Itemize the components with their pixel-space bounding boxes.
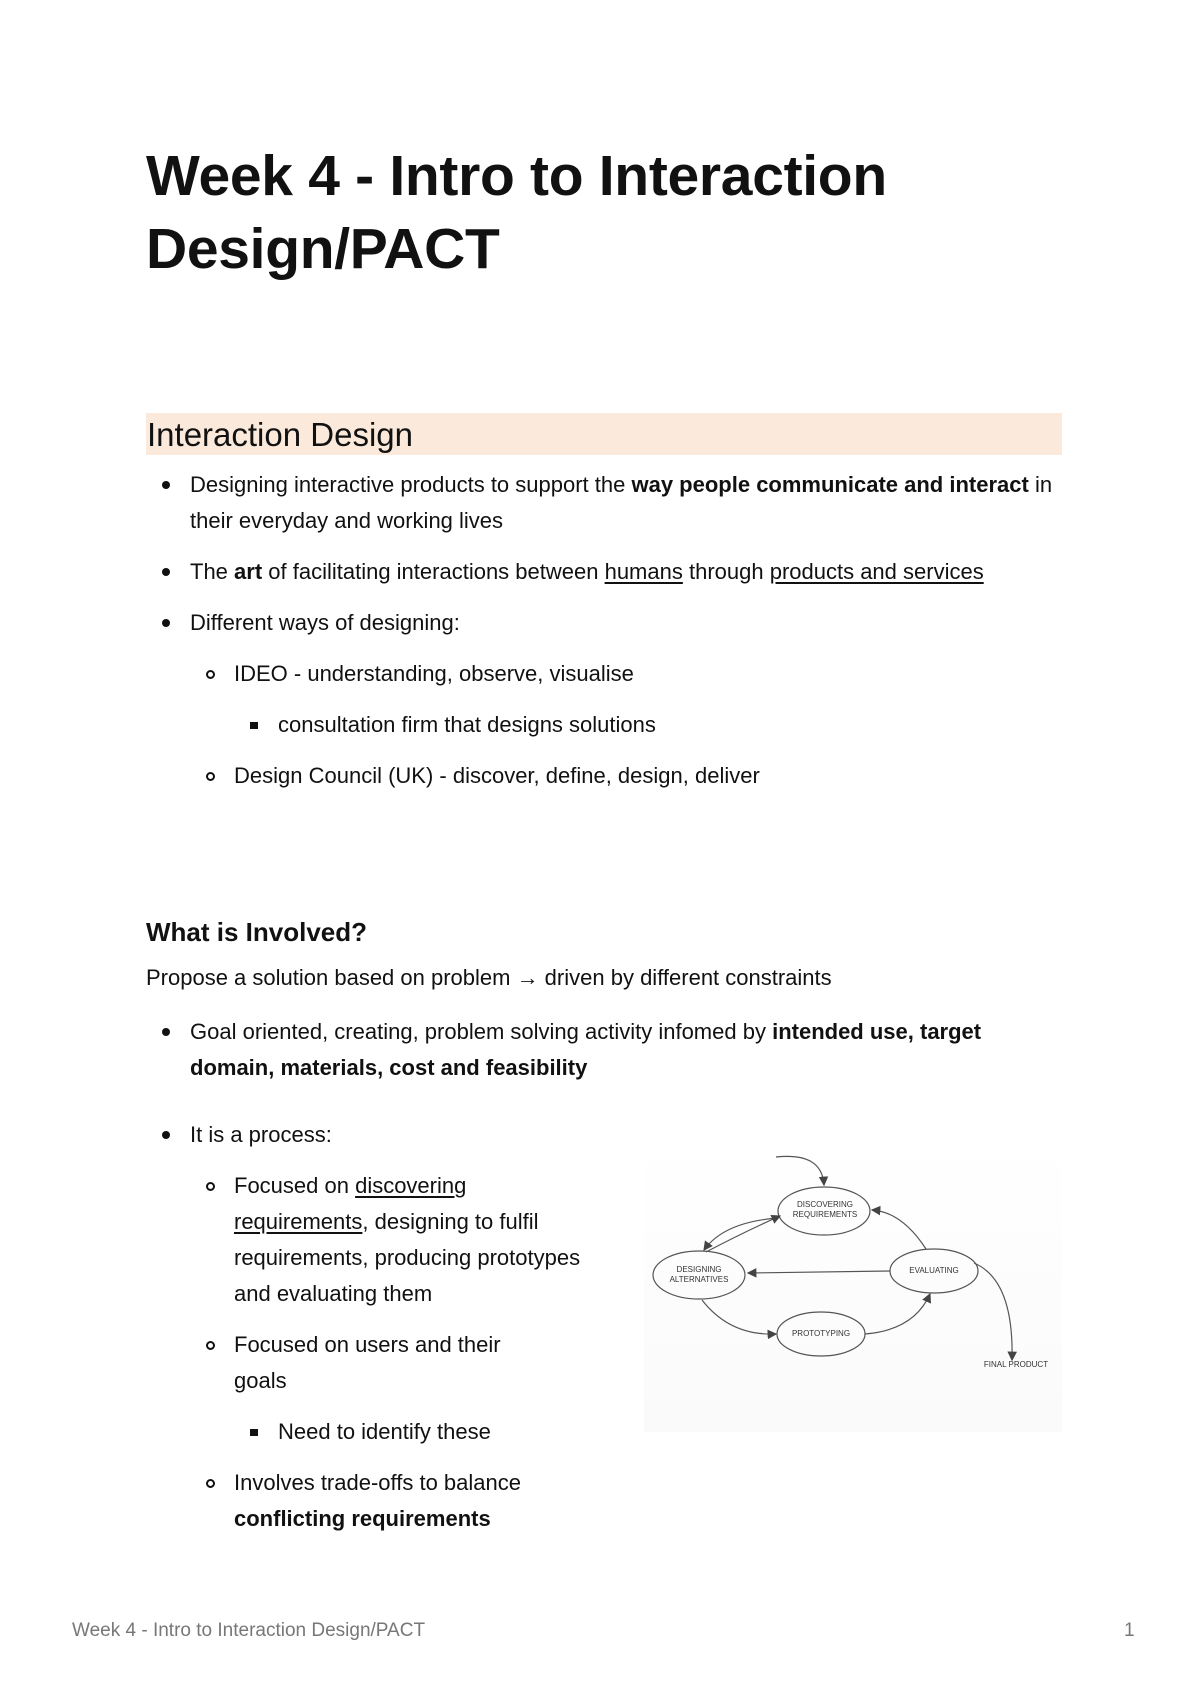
arrow-designing-to-discovering bbox=[706, 1216, 780, 1252]
list-item bbox=[146, 1117, 606, 1153]
final-product-label: FINAL PRODUCT bbox=[983, 1360, 1049, 1369]
node-evaluating-label: EVALUATING bbox=[909, 1266, 959, 1275]
footer-title: Week 4 - Intro to Interaction Design/PACT bbox=[72, 1620, 426, 1641]
page-title: Week 4 - Intro to Interaction Design/PACT bbox=[146, 144, 887, 281]
underlined-text: products and services bbox=[769, 559, 984, 584]
process-list bbox=[146, 1117, 606, 1552]
list-item bbox=[146, 656, 1062, 692]
node-designing-label: DESIGNING ALTERNATIVES bbox=[669, 1265, 729, 1284]
list-item bbox=[146, 605, 1062, 641]
section-heading-interaction-design: Interaction Design bbox=[146, 413, 1062, 455]
list-item-text: , designing to fulfil requirements, producing prototypes and evaluating them bbox=[234, 1209, 581, 1306]
list-item bbox=[146, 1414, 606, 1450]
process-diagram bbox=[644, 1140, 1062, 1432]
arrow-designing-to-prototyping bbox=[702, 1300, 776, 1334]
list-item-text: of facilitating interactions between bbox=[262, 559, 605, 584]
list-item bbox=[146, 758, 1062, 794]
list-item-text: Design Council (UK) - discover, define, design, deliver bbox=[234, 763, 760, 788]
list-item bbox=[146, 554, 1062, 590]
interaction-design-list bbox=[146, 467, 1062, 809]
bullet-dot-icon bbox=[156, 1117, 176, 1153]
list-item-text: through bbox=[682, 559, 770, 584]
what-is-involved-list bbox=[146, 1014, 1062, 1113]
list-item bbox=[146, 1168, 606, 1312]
section-heading-what-is-involved: What is Involved? bbox=[146, 917, 368, 947]
bullet-dot-icon bbox=[156, 467, 176, 503]
emphasis-text: conflicting requirements bbox=[234, 1506, 491, 1531]
list-item bbox=[146, 467, 1062, 539]
bullet-circle-icon bbox=[200, 1465, 220, 1501]
page-number: 1 bbox=[1124, 1620, 1135, 1641]
list-item bbox=[146, 1014, 1062, 1086]
list-item-text: The bbox=[190, 559, 235, 584]
node-discovering-label: DISCOVERING REQUIREMENTS bbox=[792, 1200, 858, 1219]
underlined-text: discovering requirements bbox=[234, 1173, 467, 1234]
list-item-text: Focused on bbox=[234, 1173, 356, 1198]
list-item-text: Need to identify these bbox=[278, 1419, 491, 1444]
arrow-evaluating-to-discovering bbox=[872, 1210, 926, 1249]
list-item-text: Involves trade-offs to balance bbox=[234, 1470, 521, 1495]
list-item-text: Different ways of designing: bbox=[190, 610, 460, 635]
process-diagram-svg bbox=[644, 1140, 1062, 1432]
list-item-text: Goal oriented, creating, problem solving activity infomed by bbox=[190, 1019, 773, 1044]
section-intro-text: Propose a solution based on problem → driven by different constraints bbox=[146, 965, 832, 990]
bullet-circle-icon bbox=[200, 1168, 220, 1204]
list-item bbox=[146, 1327, 606, 1399]
bullet-dot-icon bbox=[156, 605, 176, 641]
list-item-text: Designing interactive products to support the bbox=[190, 472, 632, 497]
list-item-text: It is a process: bbox=[190, 1122, 332, 1147]
emphasis-text: intended use, target domain, materials, cost and feasibility bbox=[190, 1019, 982, 1080]
node-prototyping-label: PROTOTYPING bbox=[791, 1329, 851, 1338]
arrow-evaluating-to-designing bbox=[748, 1271, 890, 1273]
bullet-circle-icon bbox=[200, 656, 220, 692]
emphasis-text: art bbox=[234, 559, 263, 584]
arrow-prototyping-to-evaluating bbox=[865, 1294, 930, 1334]
bullet-dot-icon bbox=[156, 554, 176, 590]
bullet-square-icon bbox=[244, 1414, 264, 1450]
entry-arrow bbox=[776, 1156, 824, 1185]
bullet-circle-icon bbox=[200, 758, 220, 794]
list-item-text: IDEO - understanding, observe, visualise bbox=[234, 661, 634, 686]
list-item bbox=[146, 707, 1062, 743]
arrow-to-final-product bbox=[974, 1263, 1012, 1360]
bullet-square-icon bbox=[244, 707, 264, 743]
bullet-circle-icon bbox=[200, 1327, 220, 1363]
list-item-text: consultation firm that designs solutions bbox=[278, 712, 656, 737]
emphasis-text: way people communicate and interact bbox=[631, 472, 1029, 497]
underlined-text: humans bbox=[604, 559, 683, 584]
list-item-text: in their everyday and working lives bbox=[190, 472, 1053, 533]
list-item bbox=[146, 1465, 606, 1537]
bullet-dot-icon bbox=[156, 1014, 176, 1050]
list-item-text: Focused on users and their goals bbox=[234, 1332, 501, 1393]
